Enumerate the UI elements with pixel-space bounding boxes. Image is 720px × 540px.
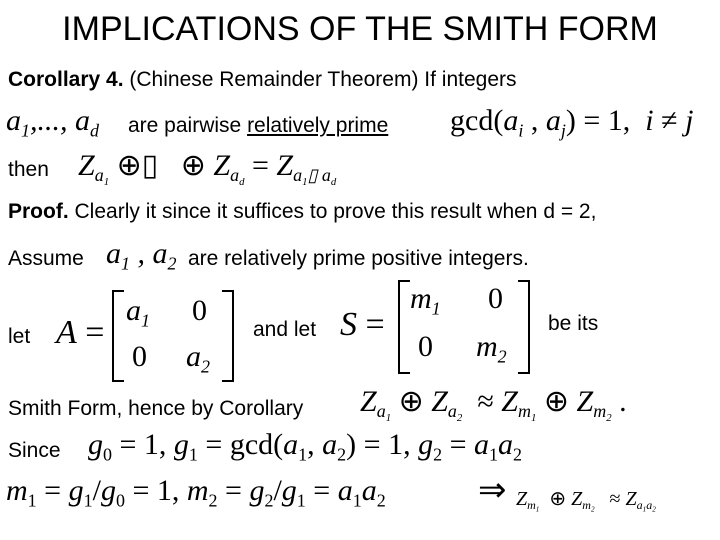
since-label: Since — [8, 439, 61, 462]
pairwise-line — [128, 114, 388, 138]
math-g-values: $g_0 = 1$, $g_1 = \gcd(a_1$, $a_2) = 1$, $g_2 = a_1a_2$ — [88, 428, 522, 465]
matrix-s-entry-21: 0 — [418, 330, 433, 363]
matrix-a-right-bracket — [222, 290, 234, 382]
and-let-label: and let — [253, 318, 317, 341]
matrix-s-left-bracket — [398, 280, 410, 374]
assume-text: are relatively prime positive integers. — [188, 247, 529, 270]
math-direct-sum-iso: $Z_{a_1}$ ⊕▯ ⊕ $Z_{a_d} = Z_{a_1▯ a_d}$ — [78, 149, 337, 189]
math-smith-iso: $Z_{a_1}$ ⊕ $Z_{a_2} \approx Z_{m_1}$ ⊕ $Z_{m_2}$ . — [360, 385, 627, 425]
math-matrix-a-label: A = — [56, 314, 105, 351]
math-a1-ad: $a_1$,..., $a_d$ — [6, 104, 99, 141]
smith-form-text: Smith Form, hence by Corollary — [8, 397, 304, 420]
slide-title: IMPLICATIONS OF THE SMITH FORM — [62, 10, 658, 48]
then-label: then — [8, 158, 49, 181]
matrix-a-entry-11: $a_1$ — [126, 294, 150, 331]
math-a1-a2: $a_1$ , $a_2$ — [106, 237, 177, 274]
matrix-a-left-bracket — [112, 290, 124, 382]
relatively-prime-text: relatively prime — [247, 114, 389, 137]
math-matrix-s-label: S = — [340, 306, 385, 343]
corollary-text: (Chinese Remainder Theorem) If integers — [123, 68, 517, 91]
math-m-values: $m_1 = g_1/g_0 = 1$, $m_2 = g_2/g_1 = a_1a_2$ — [6, 474, 386, 511]
matrix-a-entry-21: 0 — [132, 340, 147, 373]
matrix-s-right-bracket — [518, 280, 530, 374]
proof-label: Proof. — [8, 200, 69, 223]
implies-arrow: ⇒ — [478, 472, 507, 509]
matrix-s-entry-12: 0 — [488, 282, 503, 315]
be-its-label: be its — [548, 312, 599, 335]
let-label: let — [8, 325, 31, 348]
matrix-s-entry-22: $m_2$ — [476, 330, 507, 367]
corollary-line — [8, 68, 517, 92]
corollary-label: Corollary 4. — [8, 68, 124, 91]
math-conclusion: $Z_{m_1}$ ⊕ $Z_{m_2} \approx Z_{a_1a_2}$ — [516, 488, 656, 514]
matrix-a-entry-22: $a_2$ — [186, 340, 210, 377]
proof-line — [8, 200, 596, 224]
matrix-a-entry-12: 0 — [192, 294, 207, 327]
matrix-s-entry-11: $m_1$ — [410, 282, 441, 319]
proof-text: Clearly it since it suffices to prove this result when d = 2, — [68, 200, 597, 223]
math-gcd-condition: $\gcd(a_i$ , $a_j) = 1$, i ≠ j — [450, 104, 694, 141]
pairwise-text: are pairwise — [128, 114, 248, 137]
assume-label: Assume — [8, 247, 84, 270]
